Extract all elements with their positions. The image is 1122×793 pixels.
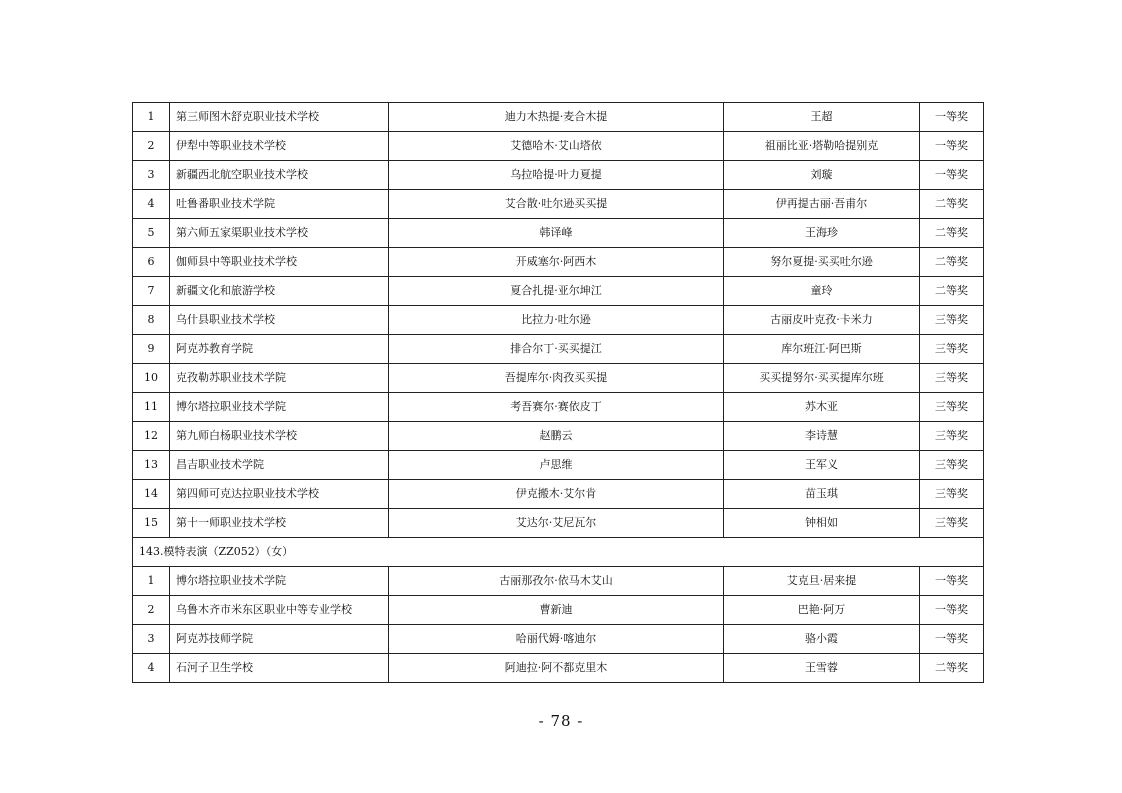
cell-student: 夏合扎提·亚尔坤江 <box>389 277 724 306</box>
cell-school: 昌吉职业技术学院 <box>170 451 389 480</box>
cell-number: 15 <box>133 509 170 538</box>
awards-table-body-a <box>133 103 984 538</box>
awards-table <box>132 102 984 683</box>
table-row <box>133 306 984 335</box>
cell-teacher: 艾克旦·居来提 <box>724 567 920 596</box>
cell-number: 6 <box>133 248 170 277</box>
cell-award: 一等奖 <box>920 596 984 625</box>
table-row <box>133 103 984 132</box>
cell-teacher: 刘璇 <box>724 161 920 190</box>
cell-award: 二等奖 <box>920 248 984 277</box>
cell-student: 伊克搬木·艾尔肯 <box>389 480 724 509</box>
cell-teacher: 祖丽比亚·塔勒哈提别克 <box>724 132 920 161</box>
table-row <box>133 364 984 393</box>
section-header-row <box>133 538 984 567</box>
cell-number: 9 <box>133 335 170 364</box>
cell-teacher: 童玲 <box>724 277 920 306</box>
cell-school: 吐鲁番职业技术学院 <box>170 190 389 219</box>
cell-school: 乌什县职业技术学校 <box>170 306 389 335</box>
table-row <box>133 480 984 509</box>
cell-school: 乌鲁木齐市米东区职业中等专业学校 <box>170 596 389 625</box>
cell-number: 5 <box>133 219 170 248</box>
cell-school: 第九师白杨职业技术学校 <box>170 422 389 451</box>
cell-award: 一等奖 <box>920 103 984 132</box>
cell-teacher: 王军义 <box>724 451 920 480</box>
cell-student: 考吾赛尔·赛依皮丁 <box>389 393 724 422</box>
cell-number: 3 <box>133 625 170 654</box>
cell-student: 乌拉哈提·叶力夏提 <box>389 161 724 190</box>
cell-student: 迪力木热提·麦合木提 <box>389 103 724 132</box>
cell-number: 4 <box>133 654 170 683</box>
cell-school: 第六师五家渠职业技术学校 <box>170 219 389 248</box>
cell-award: 三等奖 <box>920 480 984 509</box>
cell-student: 曹新迪 <box>389 596 724 625</box>
cell-student: 卢思维 <box>389 451 724 480</box>
cell-award: 二等奖 <box>920 190 984 219</box>
cell-teacher: 伊再提古丽·吾甫尔 <box>724 190 920 219</box>
cell-student: 哈丽代姆·喀迪尔 <box>389 625 724 654</box>
cell-teacher: 苗玉琪 <box>724 480 920 509</box>
cell-award: 三等奖 <box>920 509 984 538</box>
table-row <box>133 654 984 683</box>
table-row <box>133 509 984 538</box>
cell-teacher: 古丽皮叶克孜·卡米力 <box>724 306 920 335</box>
cell-number: 11 <box>133 393 170 422</box>
cell-number: 7 <box>133 277 170 306</box>
table-row <box>133 625 984 654</box>
cell-award: 一等奖 <box>920 625 984 654</box>
cell-school: 阿克苏技师学院 <box>170 625 389 654</box>
cell-school: 新疆文化和旅游学校 <box>170 277 389 306</box>
awards-table-body-b <box>133 567 984 683</box>
cell-award: 二等奖 <box>920 277 984 306</box>
cell-school: 阿克苏教育学院 <box>170 335 389 364</box>
cell-number: 4 <box>133 190 170 219</box>
cell-number: 12 <box>133 422 170 451</box>
cell-award: 三等奖 <box>920 422 984 451</box>
cell-teacher: 苏木亚 <box>724 393 920 422</box>
cell-school: 博尔塔拉职业技术学院 <box>170 393 389 422</box>
cell-student: 古丽那孜尔·依马木艾山 <box>389 567 724 596</box>
cell-teacher: 钟相如 <box>724 509 920 538</box>
cell-student: 艾达尔·艾尼瓦尔 <box>389 509 724 538</box>
cell-number: 13 <box>133 451 170 480</box>
cell-award: 三等奖 <box>920 451 984 480</box>
cell-student: 开威塞尔·阿西木 <box>389 248 724 277</box>
cell-teacher: 骆小霞 <box>724 625 920 654</box>
cell-number: 1 <box>133 567 170 596</box>
cell-school: 新疆西北航空职业技术学校 <box>170 161 389 190</box>
cell-number: 8 <box>133 306 170 335</box>
table-row <box>133 567 984 596</box>
section-title: 143.模特表演（ZZ052）（女） <box>133 538 984 567</box>
cell-teacher: 王超 <box>724 103 920 132</box>
cell-student: 阿迪拉·阿不都克里木 <box>389 654 724 683</box>
cell-award: 一等奖 <box>920 132 984 161</box>
cell-teacher: 王雪蓉 <box>724 654 920 683</box>
cell-teacher: 李诗慧 <box>724 422 920 451</box>
cell-number: 1 <box>133 103 170 132</box>
table-row <box>133 161 984 190</box>
table-row <box>133 451 984 480</box>
cell-student: 排合尔丁·买买提江 <box>389 335 724 364</box>
cell-number: 14 <box>133 480 170 509</box>
section-header-group <box>133 538 984 567</box>
table-row <box>133 422 984 451</box>
cell-school: 博尔塔拉职业技术学院 <box>170 567 389 596</box>
table-row <box>133 132 984 161</box>
cell-award: 三等奖 <box>920 335 984 364</box>
cell-student: 吾提库尔·肉孜买买提 <box>389 364 724 393</box>
cell-award: 三等奖 <box>920 306 984 335</box>
cell-school: 石河子卫生学校 <box>170 654 389 683</box>
table-row <box>133 248 984 277</box>
cell-student: 韩译峰 <box>389 219 724 248</box>
cell-student: 赵鹏云 <box>389 422 724 451</box>
cell-school: 第四师可克达拉职业技术学校 <box>170 480 389 509</box>
cell-teacher: 库尔班江·阿巴斯 <box>724 335 920 364</box>
cell-school: 伽师县中等职业技术学校 <box>170 248 389 277</box>
cell-number: 3 <box>133 161 170 190</box>
cell-student: 比拉力·吐尔逊 <box>389 306 724 335</box>
table-row <box>133 596 984 625</box>
page-number: - 78 - <box>538 712 584 730</box>
cell-student: 艾合散·吐尔逊买买提 <box>389 190 724 219</box>
cell-number: 10 <box>133 364 170 393</box>
cell-award: 一等奖 <box>920 161 984 190</box>
table-row <box>133 219 984 248</box>
cell-award: 一等奖 <box>920 567 984 596</box>
cell-student: 艾德哈木·艾山塔依 <box>389 132 724 161</box>
cell-teacher: 巴艳·阿万 <box>724 596 920 625</box>
table-row <box>133 335 984 364</box>
cell-award: 三等奖 <box>920 393 984 422</box>
cell-number: 2 <box>133 596 170 625</box>
cell-teacher: 买买提努尔·买买提库尔班 <box>724 364 920 393</box>
cell-award: 二等奖 <box>920 654 984 683</box>
table-row <box>133 190 984 219</box>
cell-school: 克孜勒苏职业技术学院 <box>170 364 389 393</box>
cell-school: 第十一师职业技术学校 <box>170 509 389 538</box>
cell-number: 2 <box>133 132 170 161</box>
cell-school: 伊犁中等职业技术学校 <box>170 132 389 161</box>
cell-school: 第三师图木舒克职业技术学校 <box>170 103 389 132</box>
table-row <box>133 393 984 422</box>
cell-teacher: 王海珍 <box>724 219 920 248</box>
cell-teacher: 努尔夏提·买买吐尔逊 <box>724 248 920 277</box>
cell-award: 三等奖 <box>920 364 984 393</box>
table-row <box>133 277 984 306</box>
cell-award: 二等奖 <box>920 219 984 248</box>
